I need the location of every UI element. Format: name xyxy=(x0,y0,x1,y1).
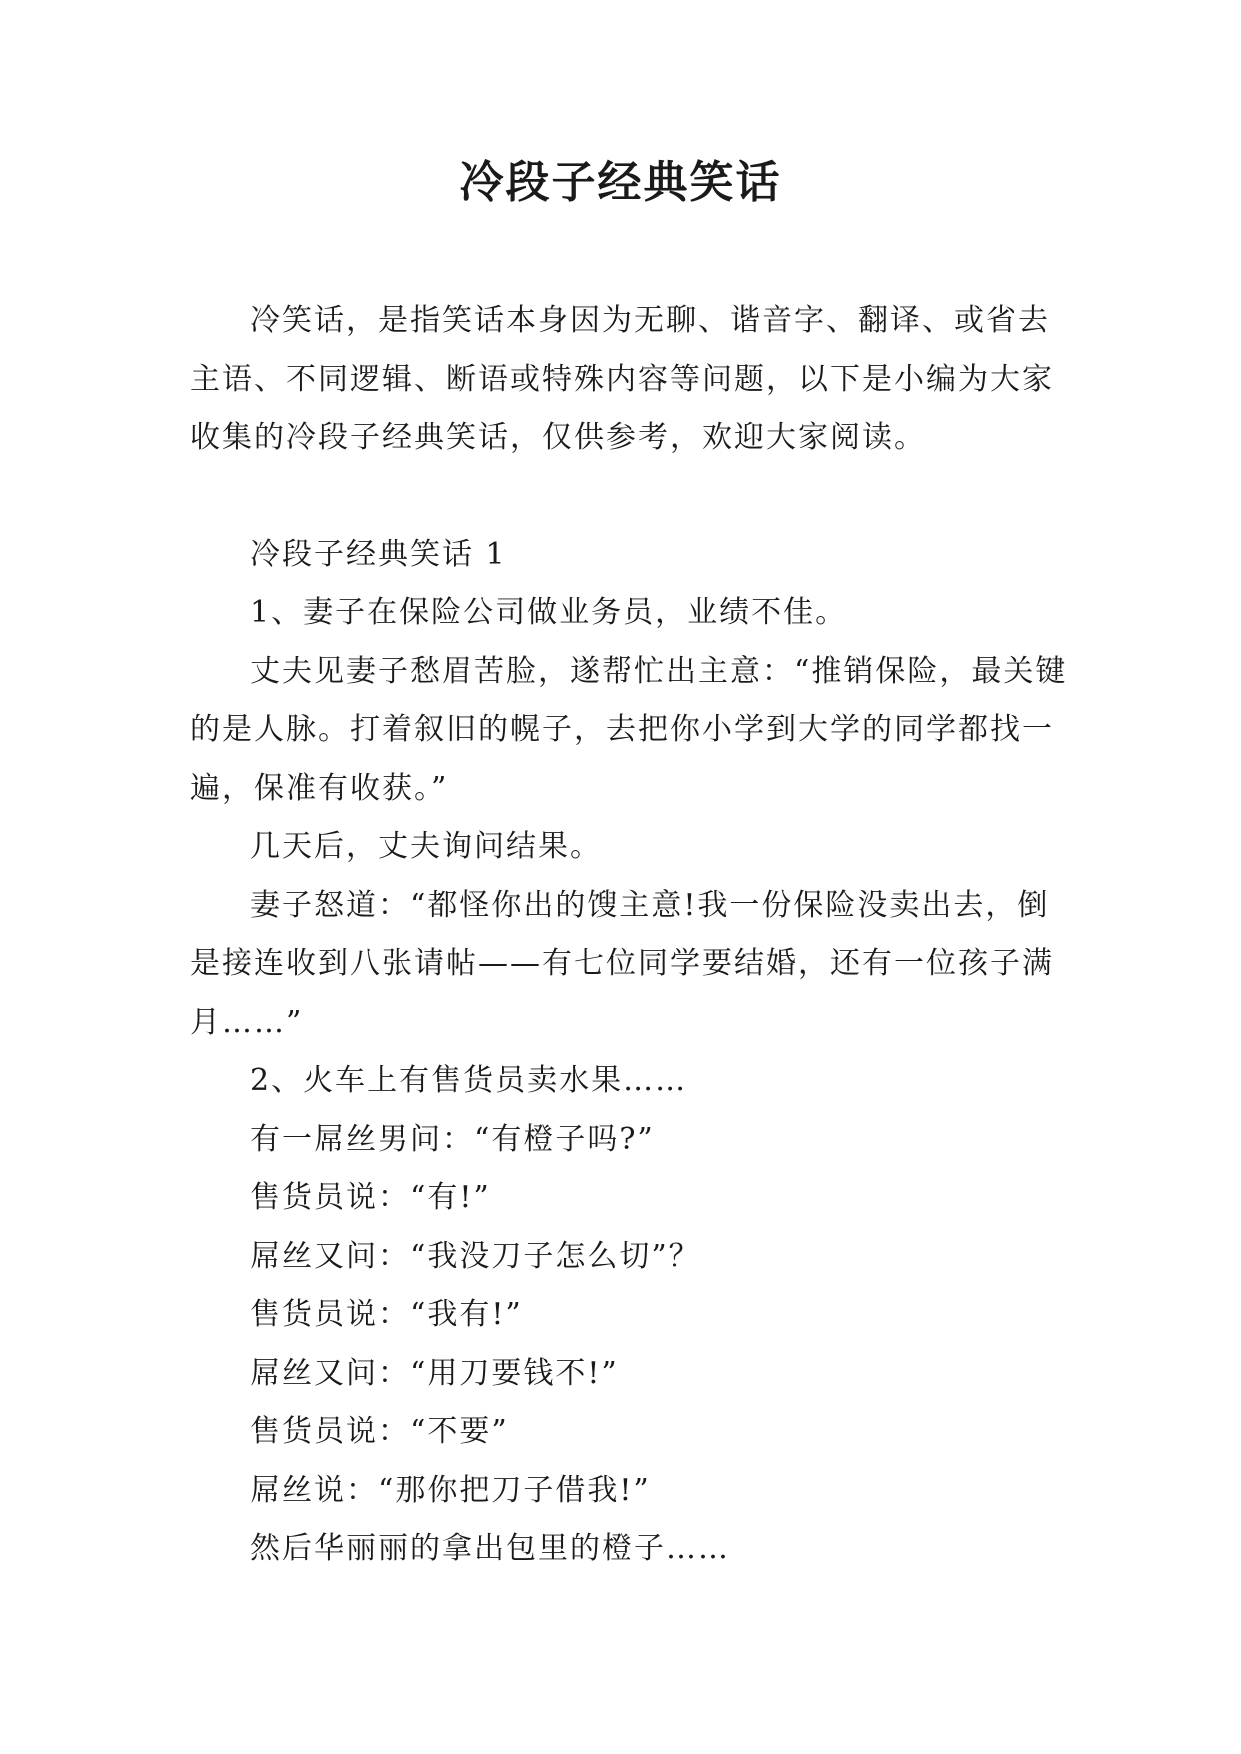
intro-paragraph: 冷笑话，是指笑话本身因为无聊、谐音字、翻译、或省去主语、不同逻辑、断语或特殊内容等问题，以下是小编为大家收集的冷段子经典笑话，仅供参考，欢迎大家阅读。 xyxy=(190,303,1054,455)
paragraph: 有一屌丝男问：“有橙子吗?” xyxy=(250,1121,655,1157)
paragraph: 屌丝说：“那你把刀子借我!” xyxy=(250,1472,651,1508)
paragraph: 然后华丽丽的拿出包里的橙子…… xyxy=(250,1531,730,1566)
paragraph: 售货员说：“有!” xyxy=(250,1180,491,1215)
paragraph: 屌丝又问：“我没刀子怎么切”？ xyxy=(250,1238,701,1274)
document-title: 冷段子经典笑话 xyxy=(459,157,782,208)
paragraph: 丈夫见妻子愁眉苦脸，遂帮忙出主意：“推销保险，最关键的是人脉。打着叙旧的幌子，去把你小学到大学的同学都找一遍，保准有收获。” xyxy=(190,653,1068,806)
paragraph: 1、妻子在保险公司做业务员，业绩不佳。 xyxy=(250,595,848,630)
paragraph: 2、火车上有售货员卖水果…… xyxy=(250,1063,688,1098)
paragraph: 售货员说：“不要” xyxy=(250,1414,509,1449)
paragraph: 售货员说：“我有!” xyxy=(250,1297,523,1332)
paragraph-spacer xyxy=(190,468,1075,526)
paragraph: 几天后，丈夫询问结果。 xyxy=(250,829,602,864)
document-body xyxy=(190,292,1075,1579)
section-heading: 冷段子经典笑话 1 xyxy=(250,536,507,572)
paragraph: 妻子怒道：“都怪你出的馊主意!我一份保险没卖出去，倒是接连收到八张请帖——有七位同学要结婚，还有一位孩子满月……” xyxy=(190,887,1054,1040)
paragraph: 屌丝又问：“用刀要钱不!” xyxy=(250,1355,619,1391)
